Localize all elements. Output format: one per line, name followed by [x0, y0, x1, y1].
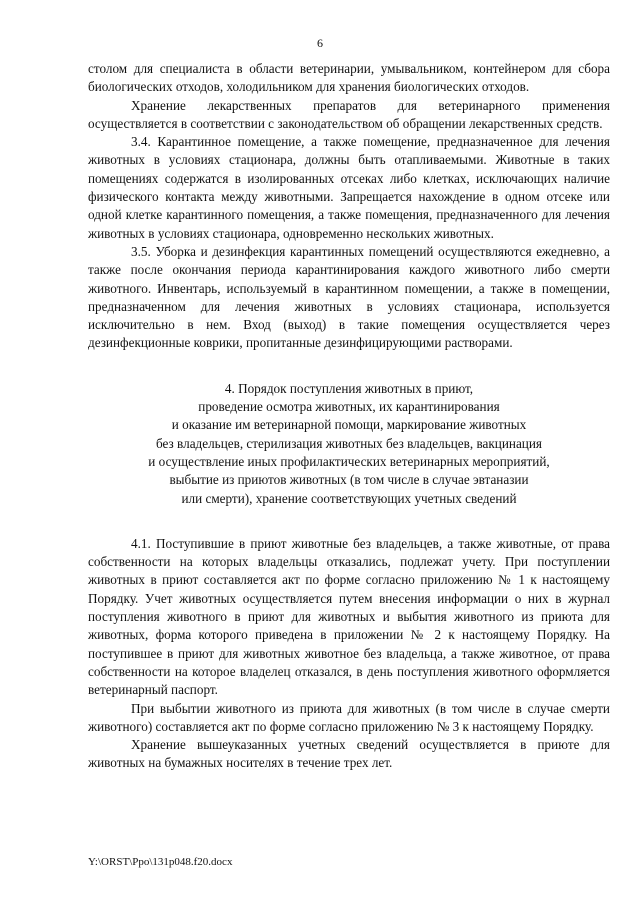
heading-line: 4. Порядок поступления животных в приют,: [224, 380, 474, 396]
paragraph: 3.5. Уборка и дезинфекция карантинных помещений осуществляются ежедневно, а также после окончания периода карантинирования каждого животного либо смерти животного. Инвентарь, используемый в карантинном помещении, а также в помещении, предназначенном для лечения животных в условиях стационара, используется исключительно в нем. Вход (выход) в такие помещения осуществляется через дезинфекционные коврики, пропитанные дезинфицирующими растворами.: [88, 243, 610, 351]
document-body: [88, 60, 610, 773]
page-number: 6: [317, 36, 323, 50]
heading-line: или смерти), хранение соответствующих учетных сведений: [181, 490, 517, 506]
heading-line: без владельцев, стерилизация животных без владельцев, вакцинация: [156, 435, 542, 451]
paragraph: 4.1. Поступившие в приют животные без владельцев, а также животные, от права собственности на которых владельцы отказались, подлежат учету. При поступлении животных в приют составляется акт по форме согласно приложению № 1 к настоящему Порядку. Учет животных осуществляется путем внесения информации о них в журнал поступления животного в приют для животных и выбытия животного из приюта для животных, форма которого приведена в приложении № 2 к настоящему Порядку. На поступившее в приют для животных животное без владельца, а также животное, от права собственности на которое владелец отказался, в день поступления животного оформляется ветеринарный паспорт.: [88, 535, 610, 698]
heading-line: проведение осмотра животных, их карантинирования: [198, 399, 500, 415]
paragraph: столом для специалиста в области ветеринарии, умывальником, контейнером для сбора биологических отходов, холодильником для хранения биологических отходов.: [88, 61, 610, 95]
paragraph: 3.4. Карантинное помещение, а также помещение, предназначенное для лечения животных в условиях стационара, должны быть отапливаемыми. Животные в таких помещениях содержатся в изолированных отсеках либо клетках, исключающих наличие физического контакта между животными. Запрещается нахождение в одном отсеке или одной клетке карантинного помещения, а также помещения, предназначенного для лечения животных в условиях стационара, одновременно нескольких животных.: [88, 134, 610, 241]
section-heading: [88, 380, 610, 508]
paragraph: Хранение вышеуказанных учетных сведений осуществляется в приюте для животных на бумажных носителях в течение трех лет.: [88, 737, 610, 771]
heading-line: выбытие из приютов животных (в том числе в случае эвтаназии: [169, 472, 529, 488]
heading-line: и осуществление иных профилактических ветеринарных мероприятий,: [148, 453, 550, 469]
paragraph: Хранение лекарственных препаратов для ветеринарного применения осуществляется в соответствии с законодательством об обращении лекарственных средств.: [88, 97, 610, 131]
footer-file-path: Y:\ORST\Ppo\131p048.f20.docx: [88, 856, 233, 868]
paragraph: При выбытии животного из приюта для животных (в том числе в случае смерти животного) составляется акт по форме согласно приложению № 3 к настоящему Порядку.: [88, 700, 610, 734]
heading-line: и оказание им ветеринарной помощи, маркирование животных: [171, 417, 527, 433]
